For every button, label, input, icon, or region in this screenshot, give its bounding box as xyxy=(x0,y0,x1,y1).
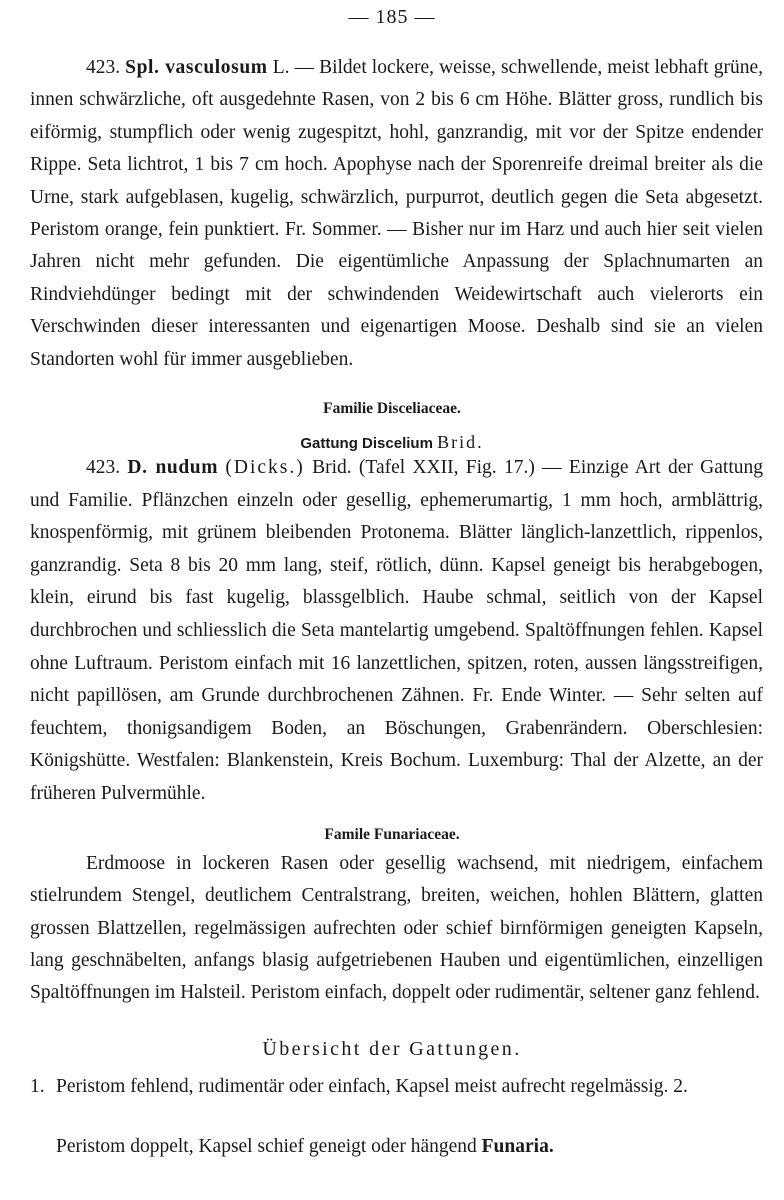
species-description: (Tafel XXII, Fig. 17.) — Einzige Art der Gattung und Familie. Pflänzchen einzeln oder gesellig, ephemerumartig, 1 mm hoch, armblättrig, knospenförmig, mit grünem bleibenden Protonema. Blätter länglich-lanzettlich, rippenlos, ganzrandig. Seta 8 bis 20 mm lang, steif, rötlich, dünn. Kapsel geneigt bis herabgebogen, klein, eirund bis fast kugelig, blassgelblich. Haube schmal, seitlich von der Kapsel durchbrochen und schliesslich die Seta mantelartig umgebend. Spaltöffnungen fehlen. Kapsel ohne Luftraum. Peristom einfach mit 16 lanzettlichen, spitzen, roten, aussen längsstreifigen, nicht papillösen, am Grunde durchbrochenen Zähnen. Fr. Ende Winter. — Sehr selten auf feuchtem, thonigsandigem Boden, an Böschungen, Grabenrändern. Oberschlesien: Königshütte. Westfalen: Blankenstein, Kreis Bochum. Luxemburg: Thal der Alzette, an der früheren Pulvermühle. xyxy=(30,457,764,804)
genus-heading-discelium xyxy=(0,432,784,453)
species-author-abbrev: (Dicks.) xyxy=(225,457,305,478)
genus-label: Gattung Discelium xyxy=(300,435,433,452)
species-name: D. nudum xyxy=(127,457,219,478)
genus-author: Brid. xyxy=(437,432,484,452)
key-item-text: Peristom fehlend, rudimentär oder einfach, Kapsel meist aufrecht regelmässig. xyxy=(56,1076,669,1097)
key-item-target: 2. xyxy=(673,1076,688,1097)
key-item-1 xyxy=(30,1072,763,1102)
key-item-target: Funaria. xyxy=(481,1136,554,1157)
family-heading-disceliaceae: Familie Disceliaceae. xyxy=(323,400,461,417)
species-author: L. xyxy=(272,57,290,78)
entry-number: 423. xyxy=(86,57,121,78)
family-heading-funariaceae: Famile Funariaceae. xyxy=(324,826,460,843)
genus-overview-heading: Übersicht der Gattungen. xyxy=(262,1038,522,1060)
family-description-funariaceae xyxy=(30,848,763,1009)
page-number: — 185 — xyxy=(348,6,436,28)
key-item-2 xyxy=(30,1132,763,1162)
entry-discelium-nudum xyxy=(30,452,763,811)
species-author: Brid. xyxy=(312,457,352,478)
entry-splachnum-vasculosum xyxy=(30,52,763,376)
description-paragraph: Erdmoose in lockeren Rasen oder gesellig wachsend, mit niedrigem, einfachem stielrundem Stengel, deutlichem Centralstrang, breiten, weichen, hohlen Blättern, glatten grossen Blattzellen, regelmässigen aufrechten oder schief birnförmigen geneigten Kapseln, lang geschnäbelten, anfangs blasig aufgetriebenen Hauben und eigentümlichen, einzelligen Spaltöffnungen im Halsteil. Peristom einfach, doppelt oder rudimentär, seltener ganz fehlend. xyxy=(30,853,763,1004)
entry-number: 423. xyxy=(86,457,121,478)
species-description: — Bildet lockere, weisse, schwellende, meist lebhaft grüne, innen schwärzliche, oft ausgedehnte Rasen, von 2 bis 6 cm Höhe. Blätter gross, rundlich bis eiförmig, stumpflich oder wenig zugespitzt, hohl, ganzrandig, mit vor der Spitze endender Rippe. Seta lichtrot, 1 bis 7 cm hoch. Apophyse nach der Sporenreife dreimal breiter als die Urne, stark aufgeblasen, kugelig, schwärzlich, purpurrot, deutlich gegen die Seta abgesetzt. Peristom orange, fein punktiert. Fr. Sommer. — Bisher nur im Harz und auch hier seit vielen Jahren nicht mehr gefunden. Die eigentümliche Anpassung der Splachnumarten an Rindviehdünger bedingt mit der schwindenden Weidewirtschaft auch vielerorts ein Verschwinden dieser interessanten und eigenartigen Moose. Deshalb sind sie an vielen Standorten wohl für immer ausgeblieben. xyxy=(30,57,764,370)
key-item-number: 1. xyxy=(30,1076,45,1097)
key-item-text: Peristom doppelt, Kapsel schief geneigt oder hängend xyxy=(56,1136,477,1157)
species-name: Spl. vasculosum xyxy=(125,57,268,78)
